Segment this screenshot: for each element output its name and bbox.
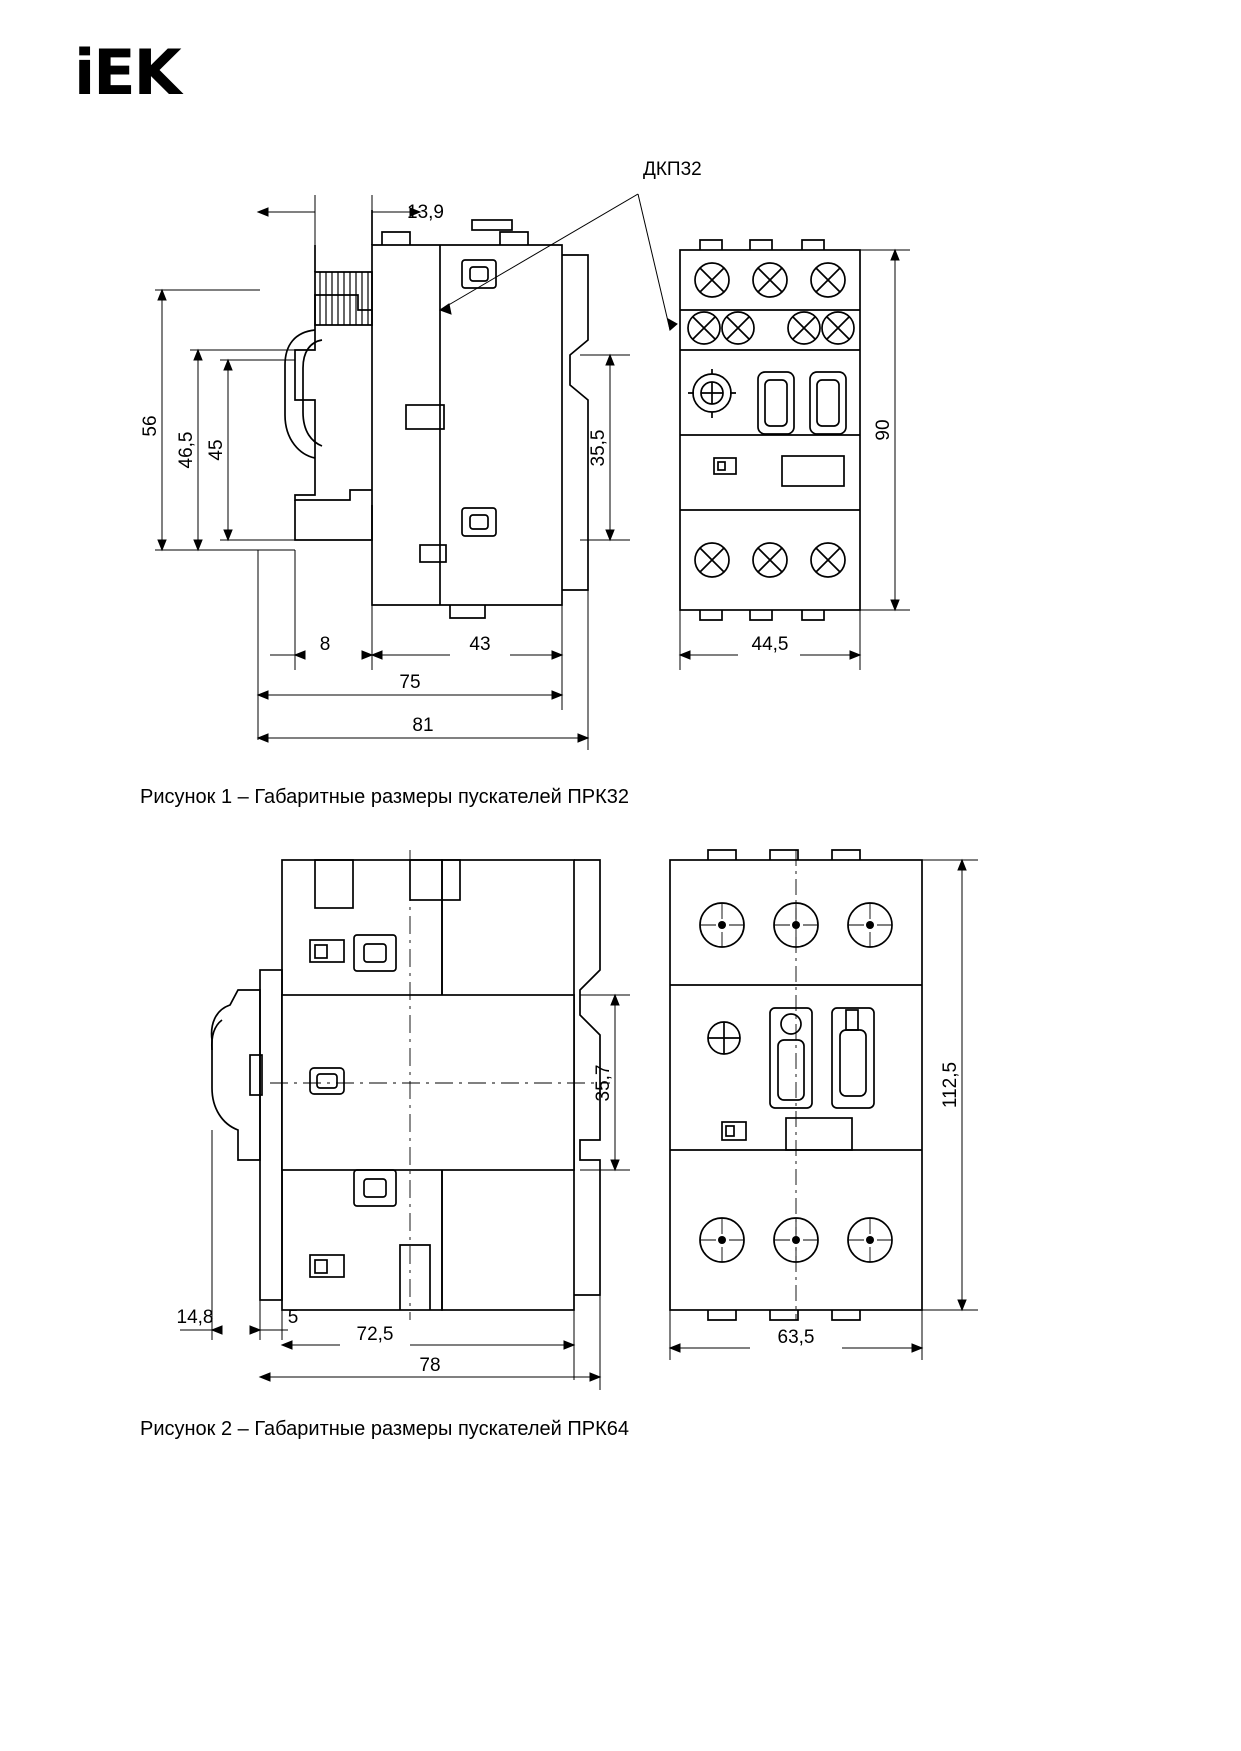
- dim-5: 5: [287, 1307, 299, 1328]
- figure-1-drawing: [110, 150, 1010, 770]
- dim-81: 81: [412, 715, 434, 736]
- dim-72-5: 72,5: [356, 1324, 394, 1345]
- dim-46-5: 46,5: [176, 431, 197, 469]
- dim-44-5: 44,5: [751, 634, 789, 655]
- dim-14-8: 14,8: [176, 1307, 214, 1328]
- figure-2-drawing: [110, 840, 1010, 1400]
- figure-2-caption: Рисунок 2 – Габаритные размеры пускателей ПРК64: [140, 1418, 629, 1440]
- dim-56: 56: [140, 415, 161, 437]
- iek-logo: iEK: [74, 36, 180, 109]
- figure-1-caption: Рисунок 1 – Габаритные размеры пускателей ПРК32: [140, 786, 629, 808]
- dim-35-5: 35,5: [588, 429, 609, 467]
- dim-90: 90: [873, 419, 894, 441]
- dim-112-5: 112,5: [940, 1061, 961, 1109]
- dim-45: 45: [206, 439, 227, 461]
- dim-8: 8: [319, 634, 331, 655]
- dim-35-7: 35,7: [593, 1064, 614, 1102]
- dim-13-9: 13,9: [407, 202, 444, 223]
- dim-75: 75: [399, 672, 421, 693]
- callout-dkp32: ДКП32: [643, 159, 702, 180]
- dim-63-5: 63,5: [777, 1327, 815, 1348]
- dim-43: 43: [469, 634, 491, 655]
- dim-78: 78: [419, 1355, 441, 1376]
